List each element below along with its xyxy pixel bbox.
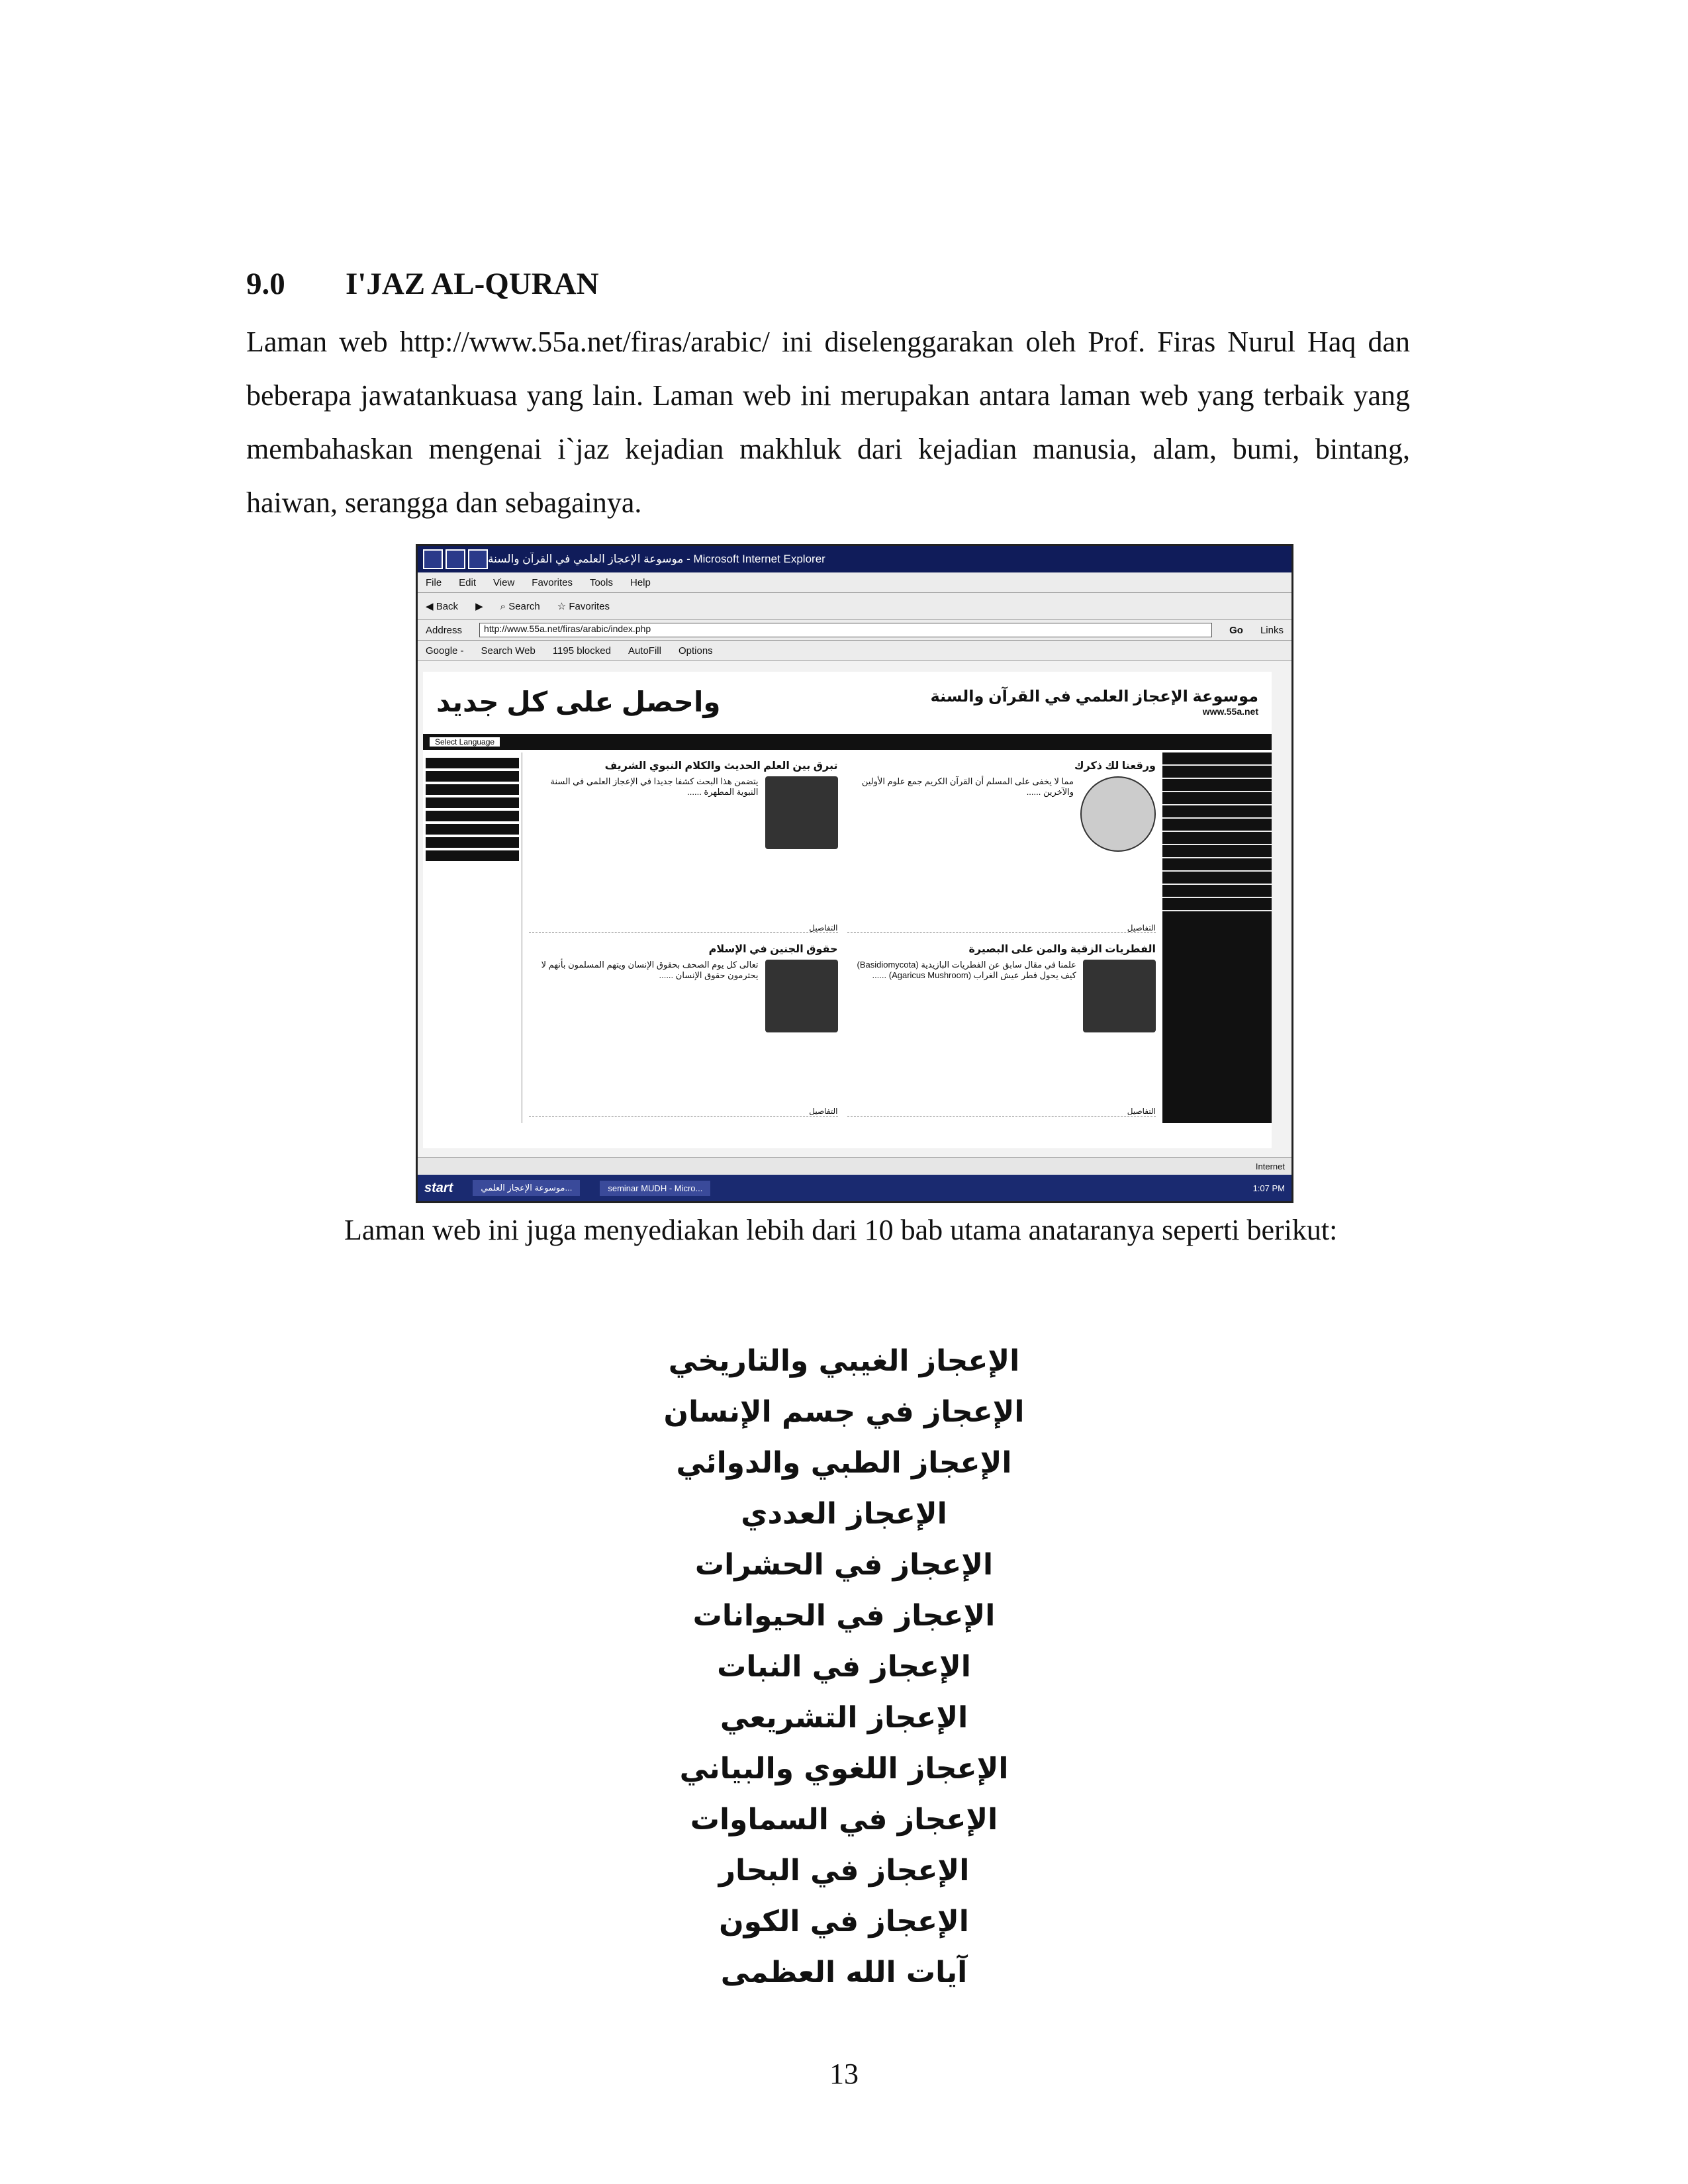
menu-item[interactable]	[1162, 819, 1272, 832]
details-link[interactable]: التفاصيل	[1127, 1107, 1156, 1116]
chapter-item: الإعجاز العددي	[741, 1497, 947, 1531]
window-titlebar	[418, 546, 1291, 572]
search-web-button[interactable]: Search Web	[481, 645, 536, 657]
window-controls	[423, 549, 488, 569]
article-card	[847, 942, 1156, 1116]
menu-item[interactable]	[1162, 752, 1272, 766]
toolbar	[418, 593, 1291, 620]
options-button[interactable]: Options	[678, 645, 713, 657]
details-link[interactable]: التفاصيل	[809, 1107, 838, 1116]
site-logo[interactable]	[931, 687, 1259, 717]
chapter-item: الإعجاز الغيبي والتاريخي	[668, 1344, 1020, 1378]
article-summary: يتضمن هذا البحث كشفا جديدا في الإعجاز العلمي في السنة النبوية المطهرة ......	[550, 776, 759, 797]
chapter-item: الإعجاز الطبي والدوائي	[676, 1446, 1012, 1480]
menu-item[interactable]	[1162, 872, 1272, 885]
back-button[interactable]: ◀ Back	[426, 601, 459, 612]
menu-item[interactable]	[1162, 805, 1272, 819]
article-summary: مما لا يخفى على المسلم أن القرآن الكريم جمع علوم الأولين والآخرين ......	[861, 776, 1074, 797]
google-logo[interactable]: Google -	[426, 645, 464, 657]
menu-tools[interactable]: Tools	[589, 576, 613, 588]
menu-item[interactable]	[1162, 832, 1272, 845]
site-nav-strip	[423, 734, 1272, 750]
details-link[interactable]: التفاصيل	[1127, 923, 1156, 933]
menu-item[interactable]	[1162, 898, 1272, 911]
chapter-item: الإعجاز في جسم الإنسان	[663, 1395, 1025, 1429]
chapter-item: الإعجاز في النبات	[717, 1650, 971, 1684]
start-button[interactable]: start	[424, 1180, 453, 1195]
left-sidebar	[423, 752, 522, 1123]
section-heading	[246, 266, 599, 302]
search-label: Search	[508, 600, 540, 612]
sidebar-link[interactable]	[426, 771, 519, 782]
menu-edit[interactable]: Edit	[459, 576, 477, 588]
section-title: I'JAZ AL-QURAN	[346, 267, 599, 301]
sidebar-link[interactable]	[426, 850, 519, 861]
close-icon[interactable]	[468, 549, 488, 569]
chapter-item: الإعجاز في البحار	[718, 1854, 970, 1888]
forward-icon[interactable]: ▶	[475, 601, 483, 612]
menu-file[interactable]: File	[426, 576, 442, 588]
zone-indicator: Internet	[1255, 1161, 1285, 1171]
taskbar-item-browser[interactable]: موسوعة الإعجاز العلمي...	[473, 1180, 580, 1196]
favorites-label: Favorites	[569, 601, 610, 612]
menu-help[interactable]: Help	[630, 576, 651, 588]
article-title[interactable]: الفطريات الزقية والمن على البصيرة	[968, 944, 1156, 955]
chapters-intro: Laman web ini juga menyediakan lebih dari 10 bab utama anataranya seperti berikut:	[344, 1214, 1338, 1246]
site-banner	[423, 672, 1272, 731]
site-slogan: واحصل على كل جديد	[436, 686, 721, 717]
sidebar-link[interactable]	[426, 784, 519, 795]
chapter-item: الإعجاز اللغوي والبياني	[679, 1752, 1009, 1786]
favorites-button[interactable]: ☆ Favorites	[557, 601, 610, 612]
menu-view[interactable]: View	[493, 576, 515, 588]
chapter-item: الإعجاز في السماوات	[690, 1803, 998, 1837]
site-name: موسوعة الإعجاز العلمي في القرآن والسنة	[930, 687, 1258, 705]
menu-item[interactable]	[1162, 885, 1272, 898]
page-columns	[423, 752, 1272, 1123]
right-sidebar-menu	[1162, 752, 1272, 1123]
minimize-icon[interactable]	[423, 549, 443, 569]
article-title[interactable]: ورقعنا لك ذكرك	[1074, 760, 1156, 772]
article-card	[529, 759, 838, 933]
taskbar-item-word[interactable]: seminar MUDH - Micro...	[600, 1181, 710, 1196]
site-url: www.55a.net	[1202, 705, 1258, 717]
autofill-button[interactable]: AutoFill	[628, 645, 661, 657]
sidebar-link[interactable]	[426, 811, 519, 821]
article-card	[847, 759, 1156, 933]
calligraphy-image	[1080, 776, 1156, 852]
menu-item[interactable]	[1162, 792, 1272, 805]
chapter-item: الإعجاز في الحيوانات	[692, 1599, 996, 1633]
article-title[interactable]: حقوق الجنين في الإسلام	[708, 944, 838, 955]
popup-blocked[interactable]: 1195 blocked	[552, 645, 611, 657]
go-button[interactable]: Go	[1229, 624, 1243, 636]
sidebar-link[interactable]	[426, 837, 519, 848]
menu-item[interactable]	[1162, 779, 1272, 792]
article-image	[1083, 960, 1156, 1032]
sidebar-link[interactable]	[426, 797, 519, 808]
language-select[interactable]: Select Language	[430, 737, 500, 747]
search-button[interactable]: ⌕ Search	[500, 600, 540, 612]
article-card	[529, 942, 838, 1116]
article-grid	[522, 752, 1162, 1123]
sidebar-link[interactable]	[426, 758, 519, 768]
article-image	[765, 776, 838, 849]
article-title[interactable]: تبرق بين العلم الحديث والكلام النبوي الشريف	[604, 760, 838, 772]
browser-screenshot	[416, 544, 1293, 1203]
intro-paragraph: Laman web http://www.55a.net/firas/arabic/ ini diselenggarakan oleh Prof. Firas Nurul Haq dan beberapa jawatankuasa yang lain. Laman web ini merupakan antara laman web yang terbaik yang membahaskan mengenai i`jaz kejadian makhluk dari kejadian manusia, alam, bumi, bintang, haiwan, serangga dan sebagainya.	[246, 326, 1410, 519]
chapter-item: الإعجاز في الحشرات	[694, 1548, 994, 1582]
address-label: Address	[426, 624, 463, 636]
window-title: موسوعة الإعجاز العلمي في القرآن والسنة - Microsoft Internet Explorer	[488, 553, 825, 565]
details-link[interactable]: التفاصيل	[809, 923, 838, 933]
chapter-item: آيات الله العظمى	[720, 1956, 968, 1989]
article-image	[765, 960, 838, 1032]
menu-item[interactable]	[1162, 858, 1272, 872]
chapter-item: الإعجاز في الكون	[719, 1905, 969, 1938]
address-bar	[418, 620, 1291, 641]
article-summary: علمنا في مقال سابق عن الفطريات البازيدية (Basidiomycota) كيف يحول فطر عيش الغراب (Agaricus Mushroom) ......	[857, 960, 1076, 980]
page-number: 13	[829, 2058, 859, 2090]
section-number: 9.0	[246, 267, 285, 301]
back-label: Back	[436, 601, 459, 612]
address-input[interactable]: http://www.55a.net/firas/arabic/index.php	[479, 623, 1212, 637]
menu-bar	[418, 572, 1291, 593]
taskbar	[418, 1175, 1291, 1201]
menu-favorites[interactable]: Favorites	[532, 576, 573, 588]
menu-item[interactable]	[1162, 766, 1272, 779]
chapter-list	[0, 1336, 1688, 1998]
google-toolbar	[418, 641, 1291, 661]
clock: 1:07 PM	[1252, 1183, 1285, 1193]
sidebar-link[interactable]	[426, 824, 519, 835]
chapter-item: الإعجاز التشريعي	[720, 1701, 968, 1735]
web-page	[423, 672, 1272, 1148]
article-summary: تعالى كل يوم الصحف بحقوق الإنسان ويتهم المسلمون بأنهم لا يحترمون حقوق الإنسان ......	[541, 960, 759, 980]
links-button[interactable]: Links	[1260, 624, 1284, 636]
status-bar	[418, 1157, 1291, 1175]
maximize-icon[interactable]	[445, 549, 465, 569]
menu-item[interactable]	[1162, 845, 1272, 858]
